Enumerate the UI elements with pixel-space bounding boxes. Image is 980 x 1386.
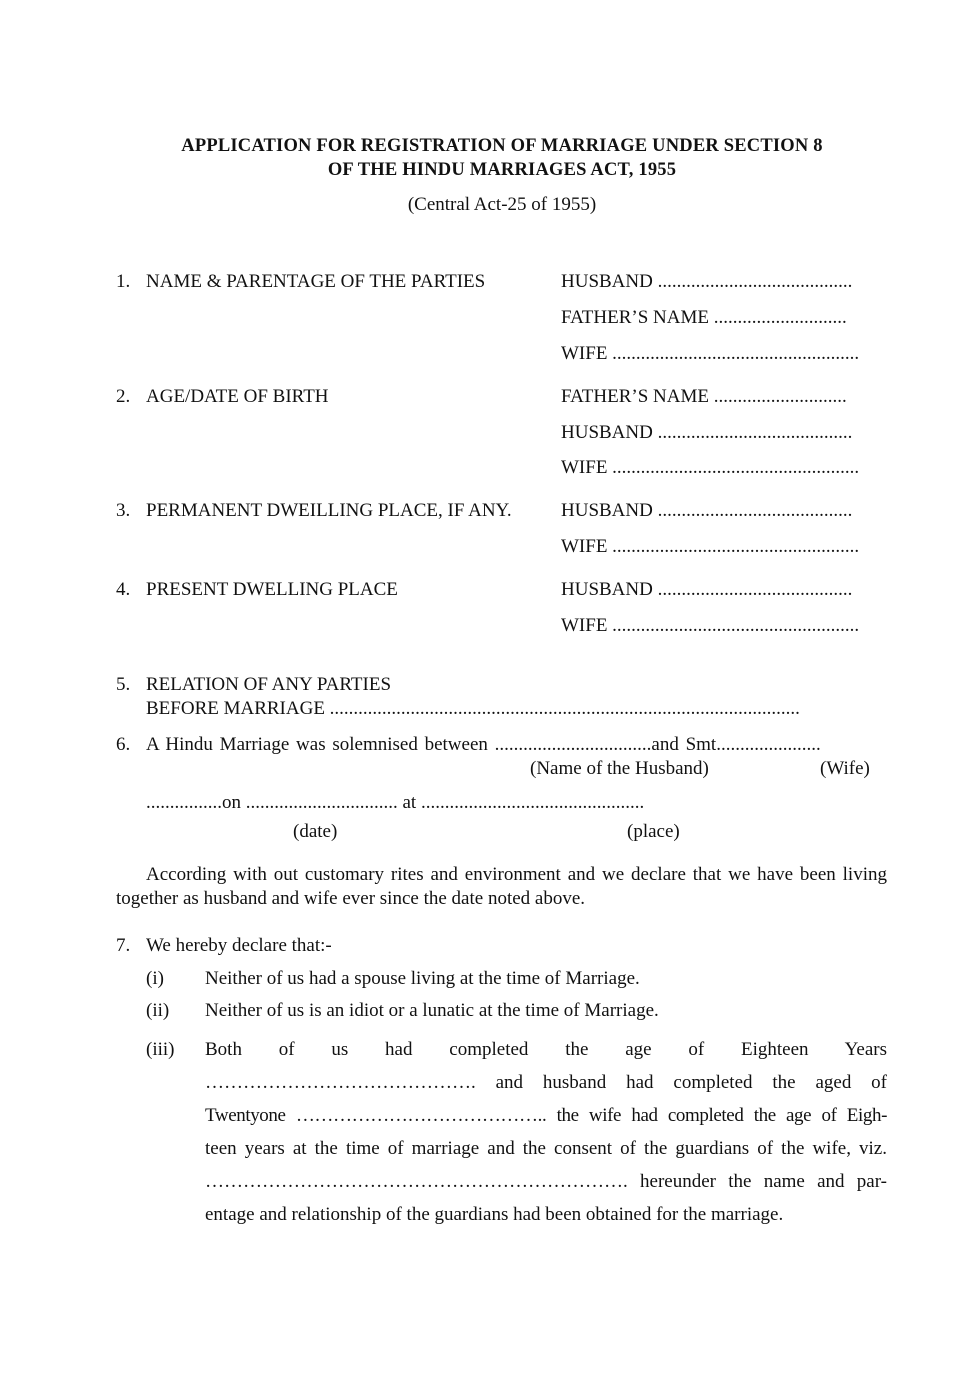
item-7-sub-1-number: (i) bbox=[146, 968, 164, 989]
item-1-husband-field[interactable]: HUSBAND ......................................... bbox=[561, 271, 853, 292]
item-4-number: 4. bbox=[116, 579, 131, 600]
item-2-number: 2. bbox=[116, 386, 131, 407]
item-2-label: AGE/DATE OF BIRTH bbox=[146, 386, 329, 407]
item-4-wife-field[interactable]: WIFE .................................................... bbox=[561, 615, 860, 636]
item-4-label: PRESENT DWELLING PLACE bbox=[146, 579, 398, 600]
item-6-solemnised-line[interactable]: A Hindu Marriage was solemnised between .................................and Smt...................... bbox=[146, 734, 821, 755]
item-7-sub-3-line-1: Both of us had completed the age of Eighteen Years bbox=[205, 1039, 887, 1060]
item-7-number: 7. bbox=[116, 935, 131, 956]
item-7-sub-3-line-5[interactable]: …………………………………………………………. hereunder the name and par- bbox=[205, 1171, 887, 1192]
item-6-number: 6. bbox=[116, 734, 131, 755]
item-6-declaration-paragraph: According with out customary rites and environment and we declare that we have been living together as husband and wife ever since the date noted above. bbox=[116, 864, 887, 909]
item-6-place-caption: (place) bbox=[627, 821, 680, 842]
item-5-number: 5. bbox=[116, 674, 131, 695]
item-6-date-place-line[interactable]: ................on ................................ at ............................................... bbox=[146, 792, 645, 813]
item-4-husband-field[interactable]: HUSBAND ......................................... bbox=[561, 579, 853, 600]
item-7-sub-1-text: Neither of us had a spouse living at the time of Marriage. bbox=[205, 968, 640, 989]
item-5-relation-field[interactable]: BEFORE MARRIAGE ................................................................................................... bbox=[146, 698, 800, 719]
item-2-fathers-name-field[interactable]: FATHER’S NAME ............................ bbox=[561, 386, 847, 407]
item-3-wife-field[interactable]: WIFE .................................................... bbox=[561, 536, 860, 557]
item-2-wife-field[interactable]: WIFE .................................................... bbox=[561, 457, 860, 478]
item-1-number: 1. bbox=[116, 271, 131, 292]
item-5-label-line-1: RELATION OF ANY PARTIES bbox=[146, 674, 392, 695]
item-7-sub-3-number: (iii) bbox=[146, 1039, 175, 1060]
item-7-sub-3-line-3[interactable]: Twentyone ………………………………….. the wife had completed the age of Eigh- bbox=[205, 1105, 887, 1126]
form-title-line-2: OF THE HINDU MARRIAGES ACT, 1955 bbox=[327, 160, 677, 180]
item-7-sub-3-line-2[interactable]: ……………………………………. and husband had completed the aged of bbox=[205, 1072, 887, 1093]
item-1-label: NAME & PARENTAGE OF THE PARTIES bbox=[146, 271, 486, 292]
item-1-wife-field[interactable]: WIFE .................................................... bbox=[561, 343, 860, 364]
form-title-line-1: APPLICATION FOR REGISTRATION OF MARRIAGE UNDER SECTION 8 bbox=[181, 136, 823, 156]
item-6-wife-caption: (Wife) bbox=[820, 758, 870, 779]
item-7-sub-3-line-4: teen years at the time of marriage and the consent of the guardians of the wife, viz. bbox=[205, 1138, 887, 1159]
item-3-label: PERMANENT DWEILLING PLACE, IF ANY. bbox=[146, 500, 512, 521]
item-7-sub-2-number: (ii) bbox=[146, 1000, 170, 1021]
item-7-sub-2-text: Neither of us is an idiot or a lunatic at the time of Marriage. bbox=[205, 1000, 659, 1021]
item-6-date-caption: (date) bbox=[293, 821, 338, 842]
item-7-intro: We hereby declare that:- bbox=[146, 935, 332, 956]
item-2-husband-field[interactable]: HUSBAND ......................................... bbox=[561, 422, 853, 443]
item-3-husband-field[interactable]: HUSBAND ......................................... bbox=[561, 500, 853, 521]
item-6-husband-caption: (Name of the Husband) bbox=[530, 758, 709, 779]
form-subtitle: (Central Act-25 of 1955) bbox=[407, 194, 597, 215]
item-3-number: 3. bbox=[116, 500, 131, 521]
item-7-sub-3-line-6: entage and relationship of the guardians had been obtained for the marriage. bbox=[205, 1204, 784, 1225]
item-1-fathers-name-field[interactable]: FATHER’S NAME ............................ bbox=[561, 307, 847, 328]
